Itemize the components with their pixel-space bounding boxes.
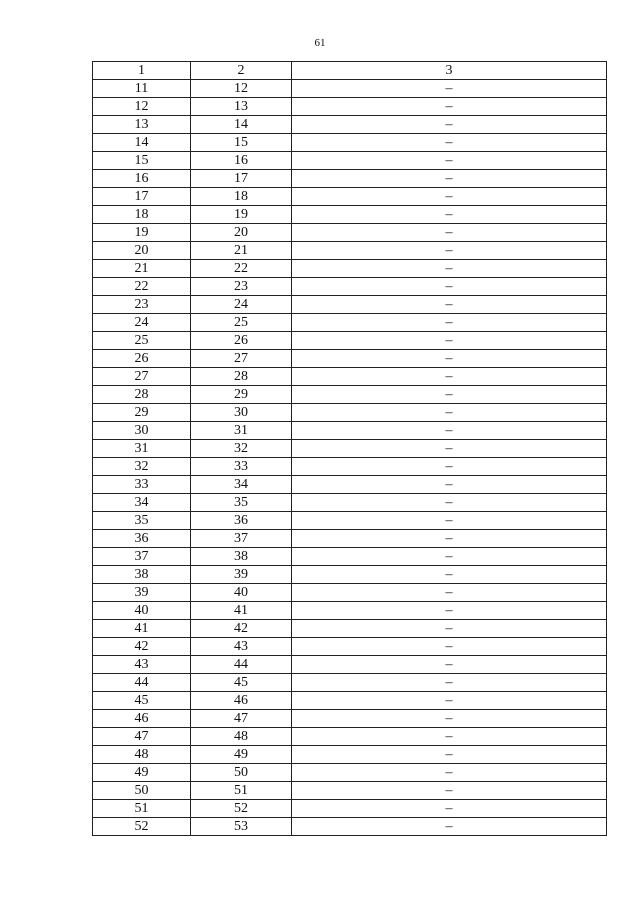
column-header: 1: [93, 62, 191, 80]
table-cell: –: [292, 350, 607, 368]
table-row: [93, 440, 607, 458]
table-row: [93, 548, 607, 566]
table-cell: 49: [191, 746, 292, 764]
table-cell: 20: [191, 224, 292, 242]
table-cell: –: [292, 224, 607, 242]
table-cell: –: [292, 620, 607, 638]
table-cell: 26: [93, 350, 191, 368]
table-cell: 49: [93, 764, 191, 782]
table-cell: –: [292, 458, 607, 476]
table-cell: 51: [93, 800, 191, 818]
table-cell: –: [292, 476, 607, 494]
table-row: [93, 134, 607, 152]
table-cell: 14: [93, 134, 191, 152]
table-cell: 33: [191, 458, 292, 476]
table-cell: –: [292, 404, 607, 422]
column-header: 2: [191, 62, 292, 80]
table-row: [93, 278, 607, 296]
table-cell: –: [292, 782, 607, 800]
table-row: [93, 296, 607, 314]
data-table: [92, 61, 607, 836]
table-row: [93, 746, 607, 764]
table-cell: –: [292, 134, 607, 152]
table-row: [93, 710, 607, 728]
table-cell: 52: [93, 818, 191, 836]
table-cell: 21: [93, 260, 191, 278]
table-cell: 25: [93, 332, 191, 350]
table-cell: –: [292, 566, 607, 584]
table-row: [93, 80, 607, 98]
table-cell: –: [292, 332, 607, 350]
table-cell: 44: [93, 674, 191, 692]
column-header: 3: [292, 62, 607, 80]
table-cell: –: [292, 674, 607, 692]
table-cell: 46: [93, 710, 191, 728]
table-cell: –: [292, 512, 607, 530]
table-cell: 30: [93, 422, 191, 440]
table-cell: 12: [93, 98, 191, 116]
table-cell: –: [292, 656, 607, 674]
table-cell: 34: [93, 494, 191, 512]
table-cell: 38: [93, 566, 191, 584]
table-cell: 46: [191, 692, 292, 710]
table-cell: –: [292, 296, 607, 314]
table-cell: 11: [93, 80, 191, 98]
table-cell: 39: [191, 566, 292, 584]
table-cell: 24: [93, 314, 191, 332]
table-row: [93, 584, 607, 602]
table-cell: 48: [93, 746, 191, 764]
table-row: [93, 692, 607, 710]
table-cell: 26: [191, 332, 292, 350]
table-cell: 19: [93, 224, 191, 242]
table-cell: 31: [191, 422, 292, 440]
table-cell: 16: [93, 170, 191, 188]
table-cell: 51: [191, 782, 292, 800]
table-header-row: [93, 62, 607, 80]
table-row: [93, 638, 607, 656]
table-cell: 44: [191, 656, 292, 674]
table-cell: 42: [93, 638, 191, 656]
table-cell: 38: [191, 548, 292, 566]
table-cell: –: [292, 746, 607, 764]
table-cell: 35: [191, 494, 292, 512]
table-cell: 29: [93, 404, 191, 422]
table-body: [93, 62, 607, 836]
table-row: [93, 620, 607, 638]
table-cell: 17: [93, 188, 191, 206]
table-row: [93, 188, 607, 206]
table-cell: 23: [93, 296, 191, 314]
table-cell: 36: [93, 530, 191, 548]
table-cell: –: [292, 242, 607, 260]
table-cell: 50: [93, 782, 191, 800]
table-row: [93, 386, 607, 404]
table-cell: 25: [191, 314, 292, 332]
table-row: [93, 314, 607, 332]
table-cell: 45: [93, 692, 191, 710]
table-cell: 48: [191, 728, 292, 746]
table-cell: 50: [191, 764, 292, 782]
table-row: [93, 818, 607, 836]
table-cell: 40: [191, 584, 292, 602]
table-cell: 19: [191, 206, 292, 224]
table-cell: 37: [93, 548, 191, 566]
table-cell: 13: [93, 116, 191, 134]
table-cell: 23: [191, 278, 292, 296]
table-cell: –: [292, 602, 607, 620]
table-cell: 13: [191, 98, 292, 116]
table-row: [93, 404, 607, 422]
table-row: [93, 368, 607, 386]
table-cell: 37: [191, 530, 292, 548]
table-cell: 52: [191, 800, 292, 818]
table-cell: 28: [191, 368, 292, 386]
table-cell: 45: [191, 674, 292, 692]
table-cell: 18: [93, 206, 191, 224]
table-cell: 27: [191, 350, 292, 368]
table-cell: 43: [191, 638, 292, 656]
table-row: [93, 170, 607, 188]
table-row: [93, 674, 607, 692]
table-cell: 29: [191, 386, 292, 404]
table-cell: 24: [191, 296, 292, 314]
table-cell: 41: [93, 620, 191, 638]
table-cell: 20: [93, 242, 191, 260]
table-cell: –: [292, 260, 607, 278]
table-cell: 22: [191, 260, 292, 278]
table-cell: 28: [93, 386, 191, 404]
table-row: [93, 530, 607, 548]
table-cell: 22: [93, 278, 191, 296]
table-cell: 31: [93, 440, 191, 458]
table-cell: 18: [191, 188, 292, 206]
table-cell: 27: [93, 368, 191, 386]
table-cell: –: [292, 116, 607, 134]
table-cell: 35: [93, 512, 191, 530]
table-cell: –: [292, 314, 607, 332]
table-row: [93, 242, 607, 260]
table-cell: 17: [191, 170, 292, 188]
table-cell: –: [292, 800, 607, 818]
table-cell: 32: [191, 440, 292, 458]
table-row: [93, 494, 607, 512]
table-cell: 41: [191, 602, 292, 620]
table-row: [93, 224, 607, 242]
table-row: [93, 332, 607, 350]
table-cell: 39: [93, 584, 191, 602]
table-cell: –: [292, 494, 607, 512]
table-cell: –: [292, 530, 607, 548]
table-row: [93, 98, 607, 116]
table-cell: –: [292, 548, 607, 566]
table-cell: –: [292, 368, 607, 386]
table-cell: 47: [93, 728, 191, 746]
table-row: [93, 764, 607, 782]
table-cell: 15: [191, 134, 292, 152]
table-row: [93, 476, 607, 494]
table-cell: –: [292, 170, 607, 188]
table-cell: 43: [93, 656, 191, 674]
table-cell: –: [292, 152, 607, 170]
table-cell: 33: [93, 476, 191, 494]
table-cell: –: [292, 764, 607, 782]
table-cell: 32: [93, 458, 191, 476]
table-row: [93, 800, 607, 818]
table-cell: –: [292, 440, 607, 458]
table-cell: –: [292, 278, 607, 296]
table-row: [93, 260, 607, 278]
table-row: [93, 152, 607, 170]
table-cell: –: [292, 80, 607, 98]
table-cell: 34: [191, 476, 292, 494]
table-cell: 53: [191, 818, 292, 836]
table-row: [93, 728, 607, 746]
table-cell: 42: [191, 620, 292, 638]
table-cell: –: [292, 188, 607, 206]
table-cell: –: [292, 206, 607, 224]
table-row: [93, 566, 607, 584]
table-row: [93, 422, 607, 440]
table-cell: 47: [191, 710, 292, 728]
table-cell: 36: [191, 512, 292, 530]
table-cell: –: [292, 710, 607, 728]
table-cell: 40: [93, 602, 191, 620]
table-cell: –: [292, 584, 607, 602]
table-cell: 15: [93, 152, 191, 170]
table-cell: –: [292, 692, 607, 710]
table-row: [93, 206, 607, 224]
table-row: [93, 350, 607, 368]
table-cell: 16: [191, 152, 292, 170]
page-number: 61: [314, 37, 326, 49]
table-cell: –: [292, 638, 607, 656]
table-cell: 30: [191, 404, 292, 422]
table-cell: –: [292, 728, 607, 746]
table-row: [93, 602, 607, 620]
table-cell: –: [292, 422, 607, 440]
table-cell: –: [292, 386, 607, 404]
table-row: [93, 782, 607, 800]
table-cell: 12: [191, 80, 292, 98]
table-cell: 21: [191, 242, 292, 260]
table-cell: –: [292, 818, 607, 836]
table-row: [93, 656, 607, 674]
table-row: [93, 512, 607, 530]
table-row: [93, 116, 607, 134]
table-cell: 14: [191, 116, 292, 134]
table-cell: –: [292, 98, 607, 116]
table-row: [93, 458, 607, 476]
